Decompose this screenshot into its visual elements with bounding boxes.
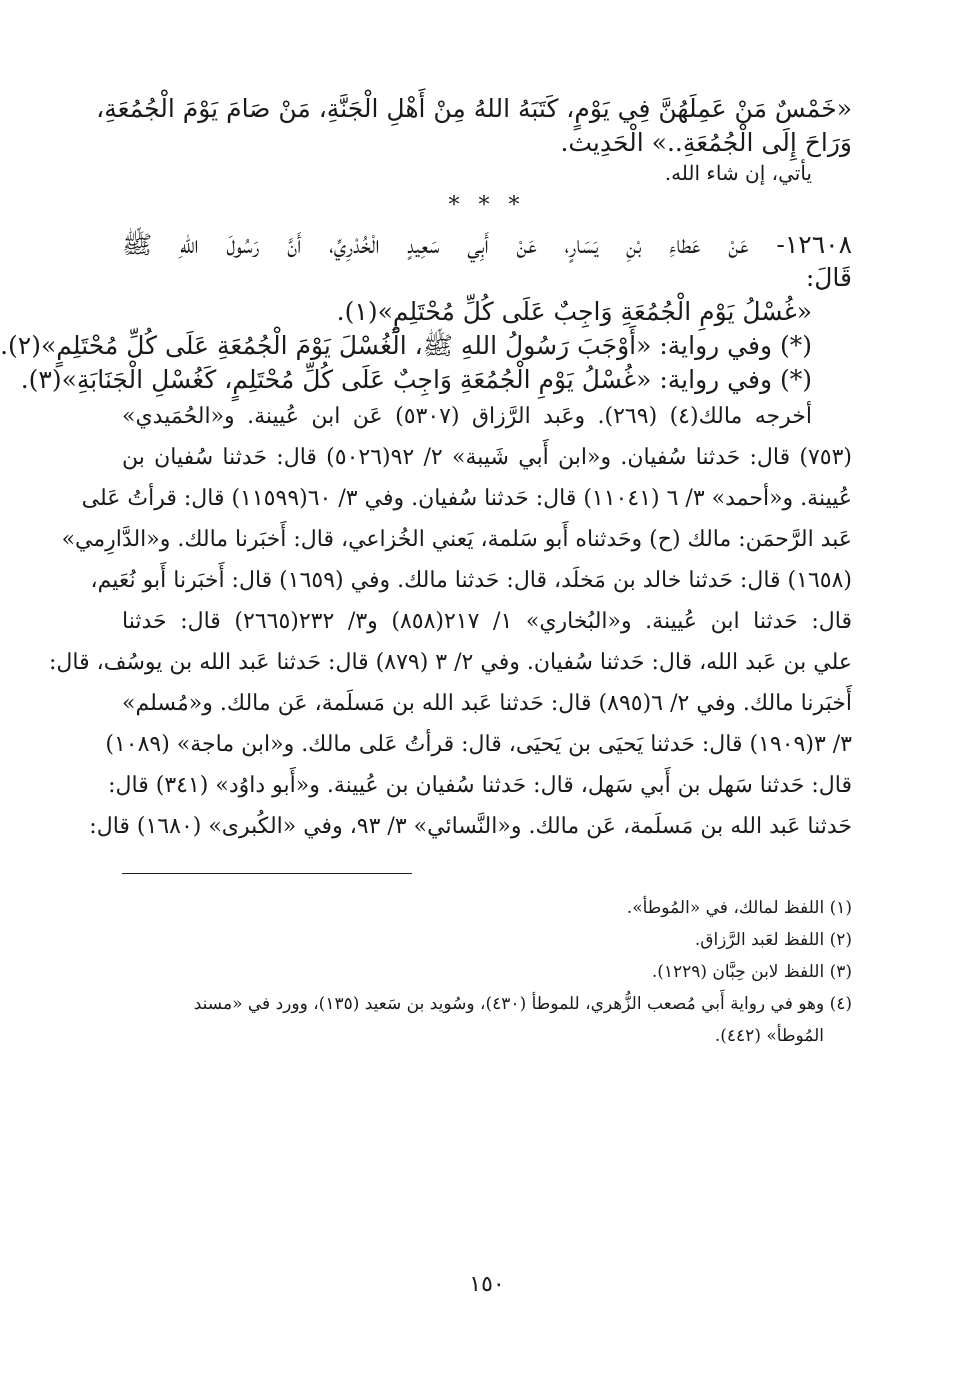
intro-note: يأتي، إن شاء الله. (664, 160, 812, 185)
hadith-heading (122, 228, 852, 262)
takhrij-line: عَبد الرَّحمَن: مالك (ح) وحَدثناه أَبو سَلمة، يَعني الخُزاعي، قال: أَخبَرنا مالك. و«الدَّارِمي» (61, 527, 852, 553)
hadith-text: «غُسْلُ يَوْمِ الْجُمُعَةِ وَاجِبٌ عَلَى كُلِّ مُحْتَلِمٍ»(١). (336, 297, 812, 326)
hadith-isnad: - عَنْ عَطاءِ بْنِ يَسَارٍ، عَنْ أَبِي سَعِيدٍ الْخُدْرِيِّ، أَنَّ رَسُولَ اللهِ ﷺ (122, 229, 785, 259)
takhrij-line: قال: حَدثنا ابن عُيينة. و«البُخاري» ١/ ٢١٧(٨٥٨) و٣/ ٢٣٢(٢٦٦٥) قال: حَدثنا (122, 609, 852, 635)
page-number: ١٥٠ (469, 1272, 505, 1297)
takhrij-line: علي بن عَبد الله، قال: حَدثنا سُفيان. وفي ٢/ ٣ (٨٧٩) قال: حَدثنا عَبد الله بن يوسُف، قال: (49, 650, 852, 676)
intro-line-1: «خَمْسٌ مَنْ عَمِلَهُنَّ فِي يَوْمٍ، كَتَبَهُ اللهُ مِنْ أَهْلِ الْجَنَّةِ، مَنْ صَامَ يَوْمَ الْجُمُعَةِ، (96, 94, 852, 123)
takhrij-line: أَخبَرنا مالك. وفي ٢/ ٦(٨٩٥) قال: حَدثنا عَبد الله بن مَسلَمة، عَن مالك. و«مُسلم» (122, 691, 853, 717)
footnotes (122, 892, 852, 1052)
footnote: (٢) اللفظ لعَبد الرَّزاق. (694, 930, 852, 951)
intro-line-2: وَرَاحَ إِلَى الْجُمُعَةِ..» الْحَدِيث. (560, 127, 852, 157)
footnote: (٣) اللفظ لابن حِبَّان (١٢٢٩). (651, 962, 852, 983)
hadith-variant-1: (*) وفي رواية: «أَوْجَبَ رَسُولُ اللهِ ﷺ، الْغُسْلَ يَوْمَ الْجُمُعَةِ عَلَى كُلِّ مُحْتَلِمٍ»(٢). (0, 330, 812, 360)
takhrij-line: أخرجه مالك(٤) (٢٦٩). وعَبد الرَّزاق (٥٣٠٧) عَن ابن عُيينة. و«الحُمَيدي» (122, 404, 812, 430)
takhrij-line: (١٦٥٨) قال: حَدثنا خالد بن مَخلَد، قال: حَدثنا مالك. وفي (١٦٥٩) قال: أَخبَرنا أَبو نُعَيم، (90, 568, 852, 594)
takhrij-line: ٣/ ٣(١٩٠٩) قال: حَدثنا يَحيَى بن يَحيَى، قال: قرأتُ عَلى مالك. و«ابن ماجة» (١٠٨٩) (105, 732, 852, 758)
takhrij-line: حَدثنا عَبد الله بن مَسلَمة، عَن مالك. و«النَّسائي» ٣/ ٩٣، وفي «الكُبرى» (١٦٨٠) قال: (89, 814, 852, 840)
footnote: (١) اللفظ لمالك، في «المُوطأ». (626, 898, 852, 919)
footnote-divider (122, 873, 412, 874)
takhrij-line: قال: حَدثنا سَهل بن أَبي سَهل، قال: حَدثنا سُفيان بن عُيينة. و«أَبو داوُد» (٣٤١) قال: (108, 773, 852, 799)
hadith-variant-2: (*) وفي رواية: «غُسْلُ يَوْمِ الْجُمُعَةِ وَاجِبٌ عَلَى كُلِّ مُحْتَلِمٍ، كَغُسْلِ الْجَنَابَةِ»(٣). (20, 364, 812, 394)
hadith-heading-cont: قَالَ: (805, 263, 852, 293)
takhrij-line: (٧٥٣) قال: حَدثنا سُفيان. و«ابن أَبي شَيبة» ٢/ ٩٢(٥٠٢٦) قال: حَدثنا سُفيان بن (122, 445, 853, 471)
takhrij-line: عُيينة. و«أحمد» ٣/ ٦ (١١٠٤١) قال: حَدثنا سُفيان. وفي ٣/ ٦٠(١١٥٩٩) قال: قرأتُ عَلى (81, 486, 852, 512)
footnote: (٤) وهو في رواية أَبي مُصعب الزُّهري، للموطأ (٤٣٠)، وسُويد بن سَعيد (١٣٥)، وورد في «مسند (193, 994, 852, 1015)
footnote-continuation: المُوطأ» (٤٤٢). (714, 1026, 824, 1047)
section-separator: * * * (448, 192, 526, 218)
hadith-number: ١٢٦٠٨ (784, 229, 852, 259)
takhrij-paragraph (49, 396, 853, 847)
page-body (0, 92, 853, 1352)
